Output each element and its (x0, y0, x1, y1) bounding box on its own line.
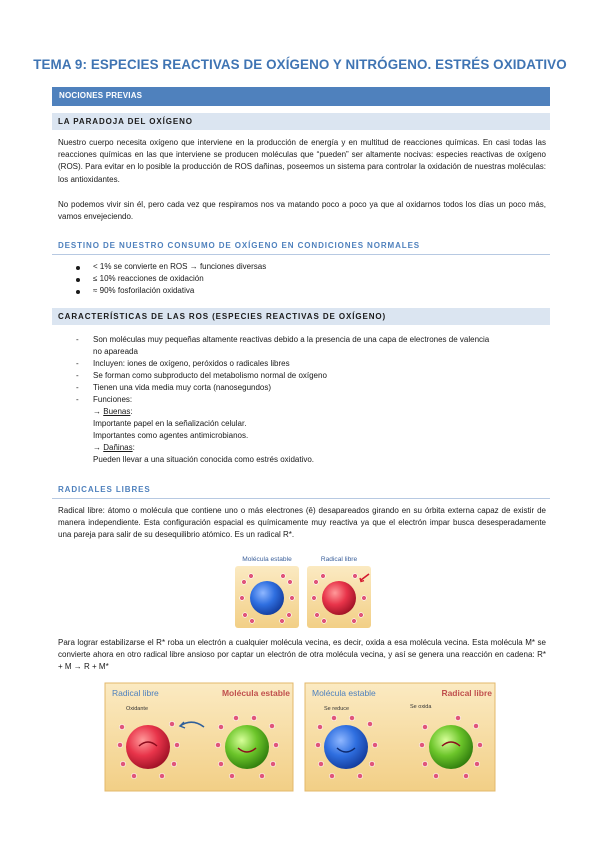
heading-paradoja-text: LA PARADOJA DEL OXÍGENO (58, 117, 193, 126)
list-item: Pueden llevar a una situación conocida como estrés oxidativo. (93, 455, 315, 464)
colon: : (130, 407, 133, 416)
title-radical: Radical libre (441, 688, 492, 698)
heading-underline (52, 498, 550, 499)
list-item: Son moléculas muy pequeñas altamente reactivas debido a la presencia de una capa de electrones de valencia (93, 335, 490, 344)
dash-marker: - (76, 371, 79, 380)
paragraph-text: Nuestro cuerpo necesita oxígeno que interviene en la producción de energía y en multitud de reacciones químicas. En casi todas las reacciones químicas en las que interviene se producen moléculas que “pueden” ser altamente nocivas: especies reactivas de oxígeno (ROS). Para evitar en lo posible la producción de ROS dañinas, poseemos un sistema para controlar la oxidación de nuestras moléculas: los antioxidantes. (58, 138, 546, 184)
document-title: TEMA 9: ESPECIES REACTIVAS DE OXÍGENO Y NITRÓGENO. ESTRÉS OXIDATIVO (33, 57, 567, 72)
list-item: < 1% se convierte en ROS → funciones diversas (93, 262, 267, 271)
stable-molecule-sphere (225, 725, 269, 769)
daninas-word: Dañinas (103, 443, 133, 452)
list-item: Se forman como subproducto del metabolismo normal de oxígeno (93, 371, 327, 380)
radical-sphere (126, 725, 170, 769)
paragraph-text: Para lograr estabilizarse el R* roba un electrón a cualquier molécula vecina, es decir, oxida a esa molécula vecina. Esta molécula M* se convierte ahora en otro radical libre ansioso por captar un electrón de otra molécula vecina, y así se genera una reacción en cadena: R* + M → R + M* (58, 638, 546, 672)
figure-oxidation-step (104, 682, 294, 792)
reduced-molecule-sphere (324, 725, 368, 769)
dash-marker: - (76, 335, 79, 344)
colon: : (132, 443, 135, 452)
list-item: Importantes como agentes antimicrobianos. (93, 431, 249, 440)
paragraph-radicales-1 (58, 505, 546, 542)
list-item: Tienen una vida media muy corta (nanosegundos) (93, 383, 272, 392)
bullet-dot (76, 278, 80, 282)
section-band (52, 87, 550, 106)
label-se-oxida: Se oxida (410, 704, 432, 710)
radical-sphere (322, 581, 356, 615)
title-radical: Radical libre (112, 688, 159, 698)
figure-stable-vs-radical (233, 552, 373, 630)
dash-marker: - (76, 395, 79, 404)
buenas-word: Buenas (103, 407, 131, 416)
list-item-continued: no apareada (93, 347, 138, 356)
label-oxidante: Oxidante (126, 706, 149, 712)
heading-paradoja (52, 113, 550, 130)
paragraph-paradoja-1 (58, 137, 546, 186)
heading-underline (52, 254, 550, 255)
figure-2-svg (104, 682, 294, 792)
paragraph-radicales-2 (58, 637, 546, 674)
figure-1-svg (233, 552, 373, 630)
label-se-reduce: Se reduce (324, 706, 350, 712)
bullet-dot (76, 290, 80, 294)
dash-marker: - (76, 383, 79, 392)
heading-destino: DESTINO DE NUESTRO CONSUMO DE OXÍGENO EN CONDICIONES NORMALES (58, 241, 421, 250)
list-item: ≤ 10% reacciones de oxidación (93, 274, 204, 283)
label-radical: Radical libre (320, 556, 358, 563)
daninas-label (93, 442, 135, 454)
new-radical-sphere (429, 725, 473, 769)
title-stable: Molécula estable (221, 688, 290, 698)
arrow-glyph: → (93, 407, 104, 416)
paragraph-text: Radical libre: átomo o molécula que contiene uno o más electrones (ē) desapareados girando en su órbita externa capaz de existir de manera independiente. Esta configuración espacial es químicamente muy reactiva ya que el electrón impar busca desesperadamente una pareja para salir de su desequilibrio atómico. Es un radical R*. (58, 506, 546, 540)
list-item: Incluyen: iones de oxígeno, peróxidos o radicales libres (93, 359, 290, 368)
paragraph-paradoja-2 (58, 199, 546, 223)
paragraph-text: No podemos vivir sin él, pero cada vez que respiramos nos va matando poco a poco ya que al oxidarnos todos los días un poco más, vamos envejeciendo. (58, 200, 546, 222)
section-band-label: NOCIONES PREVIAS (59, 91, 143, 100)
label-stable: Molécula estable (242, 556, 292, 563)
bullet-dot (76, 266, 80, 270)
figure-3-svg (304, 682, 496, 792)
arrow-glyph: → (93, 443, 104, 452)
list-item: Importante papel en la señalización celular. (93, 419, 247, 428)
heading-caracteristicas-text: CARACTERÍSTICAS DE LAS ROS (ESPECIES REACTIVAS DE OXÍGENO) (58, 312, 387, 321)
heading-caracteristicas (52, 308, 550, 325)
title-stable: Molécula estable (312, 688, 376, 698)
dash-marker: - (76, 359, 79, 368)
list-item: Funciones: (93, 395, 133, 404)
buenas-label (93, 406, 133, 418)
stable-molecule-sphere (250, 581, 284, 615)
list-item: ≈ 90% fosforilación oxidativa (93, 286, 195, 295)
heading-radicales: RADICALES LIBRES (58, 485, 151, 494)
figure-chain-step (304, 682, 496, 792)
